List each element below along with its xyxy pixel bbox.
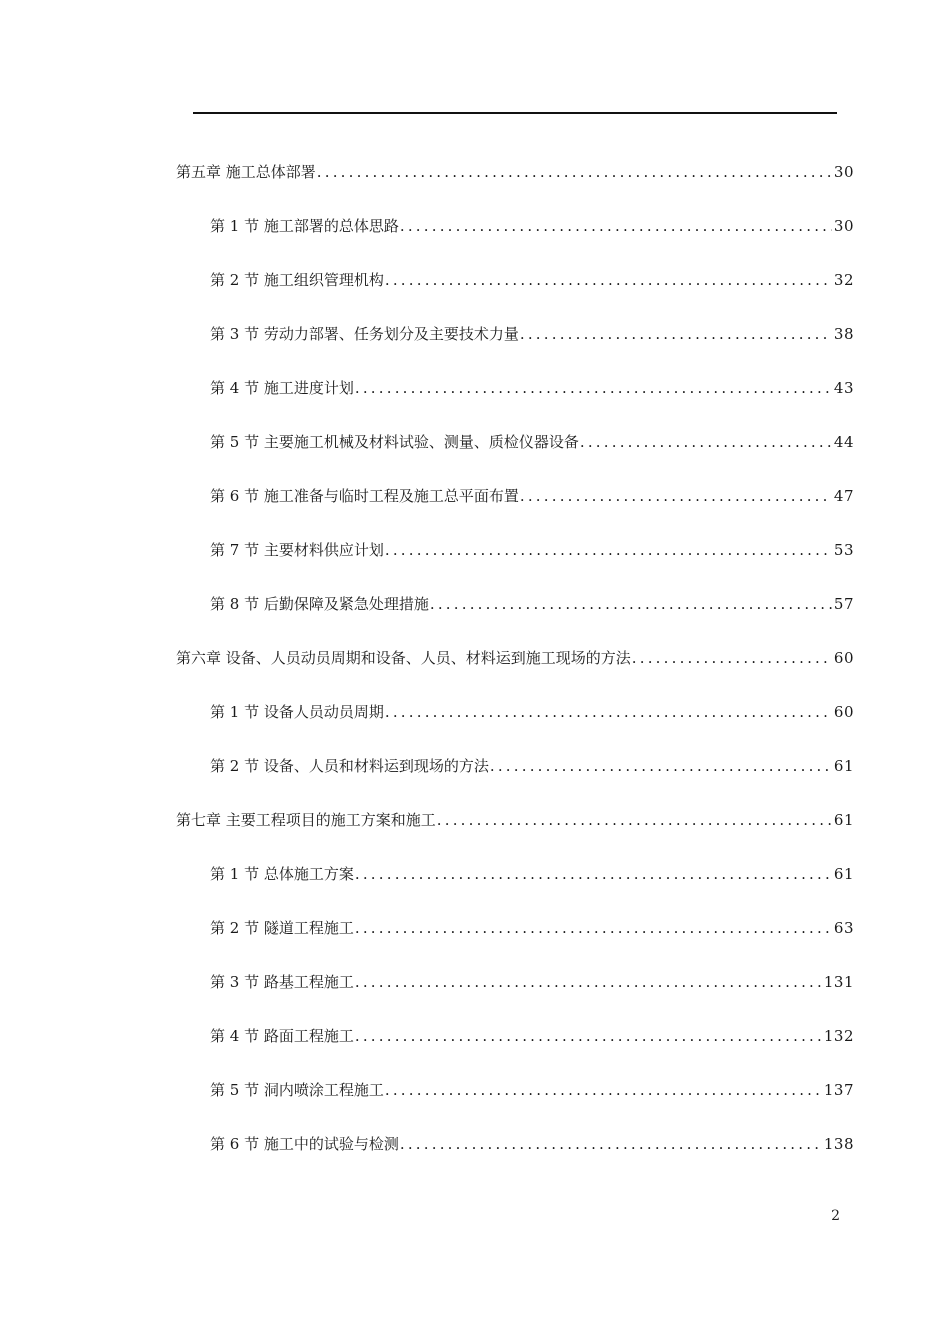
toc-section-5-8[interactable] xyxy=(210,592,854,616)
toc-entry-label: 第 4 节 施工进度计划 xyxy=(210,379,354,397)
toc-entry-page: 63 xyxy=(833,919,854,937)
toc-entry-page: 60 xyxy=(833,649,854,667)
dot-leader xyxy=(385,1078,822,1102)
toc-entry-label: 第 3 节 劳动力部署、任务划分及主要技术力量 xyxy=(210,325,519,343)
toc-section-5-2[interactable] xyxy=(210,268,854,292)
toc-entry-label: 第 3 节 路基工程施工 xyxy=(210,973,354,991)
toc-section-7-3[interactable] xyxy=(210,970,854,994)
dot-leader xyxy=(385,268,832,292)
toc-entry-page: 44 xyxy=(833,433,854,451)
dot-leader xyxy=(520,322,832,346)
toc-section-5-4[interactable] xyxy=(210,376,854,400)
toc-entry-label: 第 7 节 主要材料供应计划 xyxy=(210,541,384,559)
toc-entry-page: 43 xyxy=(833,379,854,397)
toc-section-7-2[interactable] xyxy=(210,916,854,940)
toc-entry-page: 47 xyxy=(833,487,854,505)
dot-leader xyxy=(400,1132,822,1156)
toc-entry-page: 38 xyxy=(833,325,854,343)
dot-leader xyxy=(430,592,832,616)
toc-entry-page: 61 xyxy=(833,811,854,829)
toc-entry-label: 第六章 设备、人员动员周期和设备、人员、材料运到施工现场的方法 xyxy=(176,649,631,667)
page-number: 2 xyxy=(831,1208,840,1224)
toc-entry-label: 第 5 节 主要施工机械及材料试验、测量、质检仪器设备 xyxy=(210,433,579,451)
toc-section-7-5[interactable] xyxy=(210,1078,854,1102)
dot-leader xyxy=(355,376,832,400)
toc-entry-page: 30 xyxy=(833,217,854,235)
dot-leader xyxy=(385,700,832,724)
toc-entry-page: 61 xyxy=(833,865,854,883)
toc-entry-label: 第 5 节 洞内喷涂工程施工 xyxy=(210,1081,384,1099)
toc-section-7-1[interactable] xyxy=(210,862,854,886)
toc-entry-label: 第 2 节 设备、人员和材料运到现场的方法 xyxy=(210,757,489,775)
toc-entry-label: 第 1 节 设备人员动员周期 xyxy=(210,703,384,721)
dot-leader xyxy=(490,754,832,778)
toc-section-6-1[interactable] xyxy=(210,700,854,724)
toc-entry-label: 第 8 节 后勤保障及紧急处理措施 xyxy=(210,595,429,613)
dot-leader xyxy=(355,1024,822,1048)
toc-entry-label: 第 2 节 隧道工程施工 xyxy=(210,919,354,937)
toc-section-5-6[interactable] xyxy=(210,484,854,508)
toc-entry-label: 第 2 节 施工组织管理机构 xyxy=(210,271,384,289)
dot-leader xyxy=(520,484,832,508)
toc-entry-page: 137 xyxy=(823,1081,854,1099)
dot-leader xyxy=(400,214,832,238)
toc-section-5-3[interactable] xyxy=(210,322,854,346)
toc-section-7-4[interactable] xyxy=(210,1024,854,1048)
header-rule xyxy=(193,112,837,114)
toc-entry-page: 61 xyxy=(833,757,854,775)
dot-leader xyxy=(437,808,832,832)
toc-entry-page: 32 xyxy=(833,271,854,289)
dot-leader xyxy=(580,430,832,454)
dot-leader xyxy=(355,970,822,994)
toc-chapter-5[interactable] xyxy=(176,160,854,184)
toc-section-6-2[interactable] xyxy=(210,754,854,778)
toc-entry-label: 第 4 节 路面工程施工 xyxy=(210,1027,354,1045)
toc-entry-label: 第 6 节 施工中的试验与检测 xyxy=(210,1135,399,1153)
toc-section-5-1[interactable] xyxy=(210,214,854,238)
toc-section-5-7[interactable] xyxy=(210,538,854,562)
toc-entry-label: 第 1 节 总体施工方案 xyxy=(210,865,354,883)
toc-entry-page: 138 xyxy=(823,1135,854,1153)
dot-leader xyxy=(317,160,832,184)
dot-leader xyxy=(632,646,832,670)
dot-leader xyxy=(355,862,832,886)
toc-entry-page: 132 xyxy=(823,1027,854,1045)
toc-section-5-5[interactable] xyxy=(210,430,854,454)
toc-chapter-6[interactable] xyxy=(176,646,854,670)
toc-section-7-6[interactable] xyxy=(210,1132,854,1156)
toc-entry-page: 53 xyxy=(833,541,854,559)
dot-leader xyxy=(385,538,832,562)
toc-entry-page: 60 xyxy=(833,703,854,721)
toc-entry-label: 第七章 主要工程项目的施工方案和施工 xyxy=(176,811,436,829)
toc-entry-label: 第五章 施工总体部署 xyxy=(176,163,316,181)
toc-chapter-7[interactable] xyxy=(176,808,854,832)
toc-entry-label: 第 1 节 施工部署的总体思路 xyxy=(210,217,399,235)
toc-entry-page: 30 xyxy=(833,163,854,181)
dot-leader xyxy=(355,916,832,940)
toc-entry-label: 第 6 节 施工准备与临时工程及施工总平面布置 xyxy=(210,487,519,505)
toc-entry-page: 131 xyxy=(823,973,854,991)
toc-entry-page: 57 xyxy=(833,595,854,613)
